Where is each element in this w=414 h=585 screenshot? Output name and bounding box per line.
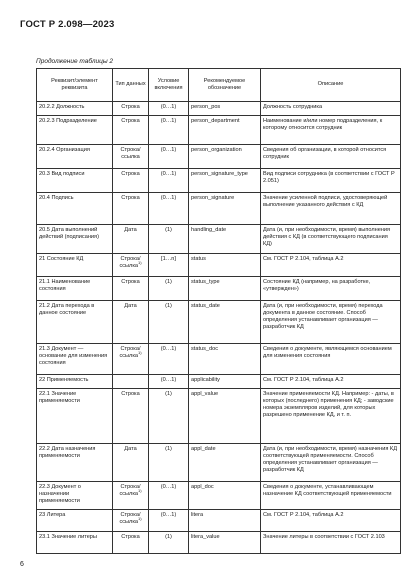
table-row [37, 375, 401, 389]
requisite-name: 22.1 Значение применяемости [37, 389, 113, 444]
element-description: Наименование и/или номер подразделения, к которому относится сотрудник [261, 116, 401, 145]
data-type: Строка [113, 277, 149, 301]
requisite-name: 20.2.3 Подразделение [37, 116, 113, 145]
element-description: Сведения о документе, устанавливающем назначение КД соответствующей применяемости [261, 482, 401, 510]
table-row [37, 482, 401, 510]
table-row [37, 169, 401, 193]
data-type: Строка [113, 389, 149, 444]
element-description: Должность сотрудника [261, 102, 401, 116]
table-row [37, 389, 401, 444]
element-designation: appl_date [189, 444, 261, 482]
column-header-condition: Условие включения [149, 69, 189, 102]
element-description: Значение применяемости КД. Например: - даты, в которых (последнего) применения КД; - заводские номера экземпляров изделий, для которых разрешено применение КД, и т. п. [261, 389, 401, 444]
inclusion-condition: (0…1) [149, 102, 189, 116]
requisite-name: 21 Состояние КД [37, 254, 113, 277]
requisite-name: 20.3 Вид подписи [37, 169, 113, 193]
table-row [37, 102, 401, 116]
inclusion-condition: (0…1) [149, 169, 189, 193]
element-designation: status_date [189, 301, 261, 344]
element-designation: status_type [189, 277, 261, 301]
table-continuation-caption: Продолжение таблицы 2 [36, 58, 114, 65]
element-description: Дата (и, при необходимости, время) перехода документа в данное состояние. Способ определения устанавливает организация — разработчик КД [261, 301, 401, 344]
element-designation: appl_doc [189, 482, 261, 510]
document-header: ГОСТ Р 2.098—2023 [20, 19, 115, 30]
element-description: Вид подписи сотрудника (в соответствии с ГОСТ Р 2.051) [261, 169, 401, 193]
table-row [37, 193, 401, 225]
requisite-name: 21.2 Дата перехода в данное состояние [37, 301, 113, 344]
column-header-requisite: Реквизит/элемент реквизита [37, 69, 113, 102]
inclusion-condition: (1) [149, 277, 189, 301]
element-description: Дата (и, при необходимости, время) назначения КД соответствующей применяемости. Способ определения устанавливает организация — разработчик КД [261, 444, 401, 482]
table-row [37, 301, 401, 344]
inclusion-condition: (0…1) [149, 116, 189, 145]
table-row [37, 444, 401, 482]
element-description: См. ГОСТ Р 2.104, таблица А.2 [261, 254, 401, 277]
table-row [37, 116, 401, 145]
data-type: Строка/ссылка$^{1)}$ [113, 510, 149, 532]
element-designation: status_doc [189, 344, 261, 375]
table-row [37, 145, 401, 169]
data-type: Строка [113, 169, 149, 193]
table-row [37, 225, 401, 254]
element-description: См. ГОСТ Р 2.104, таблица А.2 [261, 375, 401, 389]
inclusion-condition: [1…n] [149, 254, 189, 277]
element-designation: applicability [189, 375, 261, 389]
requisite-name: 22 Применяемость [37, 375, 113, 389]
element-designation: person_organization [189, 145, 261, 169]
requisite-name: 21.1 Наименование состояния [37, 277, 113, 301]
data-type: Дата [113, 301, 149, 344]
column-header-data-type: Тип данных [113, 69, 149, 102]
element-designation: person_signature_type [189, 169, 261, 193]
element-description: Значение литеры в соответствии с ГОСТ 2.103 [261, 532, 401, 554]
data-type: Строка/ссылка$^{1)}$ [113, 344, 149, 375]
element-description: Значение усиленной подписи, удостоверяющей выполнение указанного действия с КД [261, 193, 401, 225]
requisites-table [36, 68, 401, 554]
table-header-row [37, 69, 401, 102]
inclusion-condition: (0…1) [149, 510, 189, 532]
data-type: Строка/ссылка$^{1)}$ [113, 254, 149, 277]
inclusion-condition: (1) [149, 225, 189, 254]
element-description: См. ГОСТ Р 2.104, таблица А.2 [261, 510, 401, 532]
element-description: Сведения об организации, в которой относится сотрудник [261, 145, 401, 169]
inclusion-condition: (0…1) [149, 375, 189, 389]
inclusion-condition: (1) [149, 301, 189, 344]
requisite-name: 20.4 Подпись [37, 193, 113, 225]
element-designation: litera_value [189, 532, 261, 554]
inclusion-condition: (0…1) [149, 145, 189, 169]
inclusion-condition: (1) [149, 389, 189, 444]
table-row [37, 510, 401, 532]
data-type: Строка/ссылка [113, 145, 149, 169]
inclusion-condition: (1) [149, 532, 189, 554]
data-type [113, 375, 149, 389]
data-type: Строка [113, 116, 149, 145]
element-designation: litera [189, 510, 261, 532]
inclusion-condition: (1) [149, 444, 189, 482]
element-description: Сведения о документе, являющемся основанием для изменения состояния [261, 344, 401, 375]
table-row [37, 277, 401, 301]
inclusion-condition: (0…1) [149, 482, 189, 510]
requisite-name: 22.3 Документ о назначении применяемости [37, 482, 113, 510]
requisite-name: 20.5 Дата выполнений действий (подписания) [37, 225, 113, 254]
table-row [37, 532, 401, 554]
requisite-name: 20.2.4 Организация [37, 145, 113, 169]
element-designation: person_department [189, 116, 261, 145]
element-description: Состояние КД (например, на разработке, «утвержден») [261, 277, 401, 301]
data-type: Строка/ссылка$^{1)}$ [113, 482, 149, 510]
data-type: Строка [113, 102, 149, 116]
data-type: Строка [113, 532, 149, 554]
element-designation: person_pos [189, 102, 261, 116]
element-designation: appl_value [189, 389, 261, 444]
data-type: Дата [113, 444, 149, 482]
element-description: Дата (и, при необходимости, время) выполнения действия с КД (в соответствующего подписания КД) [261, 225, 401, 254]
requisite-name: 21.3 Документ — основание для изменения состояния [37, 344, 113, 375]
data-type: Строка [113, 193, 149, 225]
requisite-name: 20.2.2 Должность [37, 102, 113, 116]
element-designation: handling_date [189, 225, 261, 254]
inclusion-condition: (0…1) [149, 193, 189, 225]
requisite-name: 23 Литера [37, 510, 113, 532]
requisite-name: 22.2 Дата назначения применяемости [37, 444, 113, 482]
column-header-designation: Рекомендуемое обозначение [189, 69, 261, 102]
table-row [37, 344, 401, 375]
element-designation: status [189, 254, 261, 277]
page-number: 6 [20, 561, 24, 568]
data-type: Дата [113, 225, 149, 254]
table-row [37, 254, 401, 277]
table-body [37, 102, 401, 554]
inclusion-condition: (0…1) [149, 344, 189, 375]
requisite-name: 23.1 Значение литеры [37, 532, 113, 554]
element-designation: person_signature [189, 193, 261, 225]
column-header-description: Описание [261, 69, 401, 102]
